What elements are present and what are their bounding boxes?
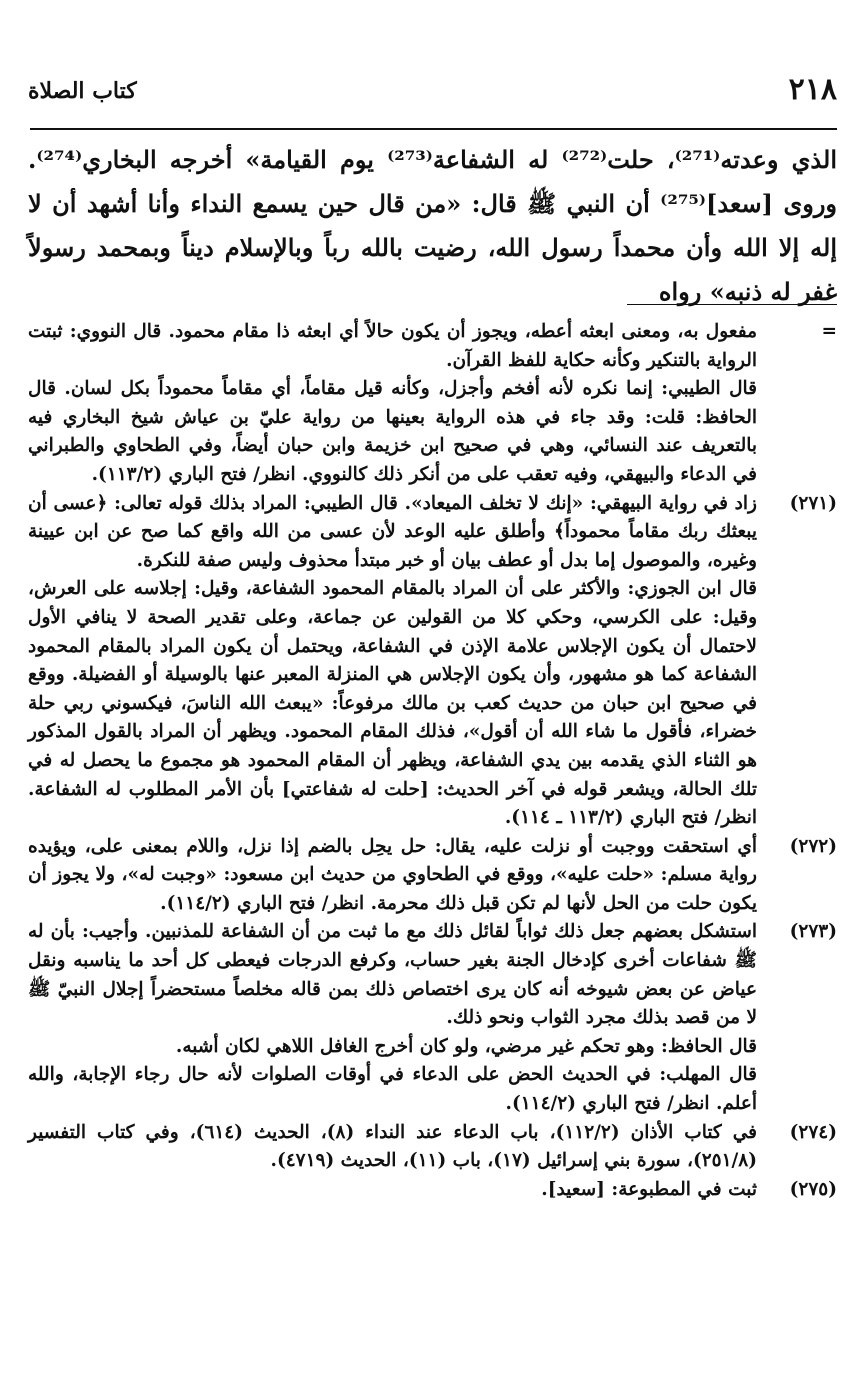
footnote-number: (٢٧٤) — [789, 1121, 837, 1143]
footnote-number: (٢٧١) — [789, 492, 837, 514]
footnote-paragraph: ثبت في المطبوعة: [سعيد]. — [541, 1178, 757, 1200]
footnote-number: = — [821, 321, 837, 342]
footnote — [28, 318, 837, 490]
footnote-number: (٢٧٢) — [789, 835, 837, 857]
footnote-paragraph: أي استحقت ووجبت أو نزلت عليه، يقال: حل يحِل بالضم إذا نزل، واللام بمعنى على، ويؤيده رواية مسلم: «حلت عليه»، ووقع في الطحاوي من حديث ابن مسعود: «وجبت له»، ولا يجوز أن يكون حلت من الحل لأنها لم تكن قبل ذلك محرمة. انظر/ فتح الباري (١١٤/٢). — [28, 835, 757, 914]
book-title: كتاب الصلاة — [28, 78, 137, 104]
footnote-paragraph: قال الطيبي: إنما نكره لأنه أفخم وأجزل، وكأنه قيل مقاماً، أي مقاماً محموداً بكل لسان. قال الحافظ: قلت: وقد جاء في هذه الرواية بعينها من رواية عليّ بن عياش شيخ البخاري فيه بالتعريف عند النسائي، وهي في صحيح ابن خزيمة وابن حبان أيضاً، وفي الطحاوي والطبراني في الدعاء والبيهقي، وفيه تعقب على من أنكر ذلك كالنووي. انظر/ فتح الباري (١١٣/٢). — [28, 378, 757, 485]
footnote-separator — [627, 304, 837, 305]
footnote-number: (٢٧٥) — [789, 1178, 837, 1200]
footnote-paragraph: استشكل بعضهم جعل ذلك ثواباً لقائل ذلك مع ما ثبت من أن الشفاعة للمذنبين. وأجيب: بأن له ﷺ شفاعات أخرى كإدخال الجنة بغير حساب، وكرفع الدرجات فيعطى كل أحد ما يناسبه ونقل عياض عن بعض شيوخه أنه كان يرى اختصاص ذلك بمن قاله مخلصاً مستحضراً إجلال النبيّ ﷺ لا من قصد بذلك مجرد الثواب ونحو ذلك. — [28, 921, 757, 1029]
footnote — [28, 1176, 837, 1205]
footnotes — [28, 318, 837, 1204]
footnote-paragraph: قال المهلب: في الحديث الحض على الدعاء في أوقات الصلوات لأنه حال رجاء الإجابة، والله أعلم. انظر/ فتح الباري (١١٤/٢). — [28, 1064, 757, 1115]
footnote — [28, 833, 837, 919]
page-number: ٢١٨ — [788, 72, 837, 107]
footnote — [28, 918, 837, 1118]
footnote-paragraph: مفعول به، ومعنى ابعثه أعطه، ويجوز أن يكون حالاً أي ابعثه ذا مقام محمود. قال النووي: ثبتت الرواية بالتنكير وكأنه حكاية للفظ القرآن. — [28, 321, 757, 371]
main-text — [28, 138, 837, 314]
header-rule — [30, 128, 837, 130]
footnote-paragraph: في كتاب الأذان (١١٢/٢)، باب الدعاء عند النداء (٨)، الحديث (٦١٤)، وفي كتاب التفسير (٢٥١/٨)، سورة بني إسرائيل (١٧)، باب (١١)، الحديث (٤٧١٩). — [28, 1121, 758, 1172]
footnote — [28, 1119, 837, 1176]
footnote-paragraph: زاد في رواية البيهقي: «إنك لا تخلف الميعاد». قال الطيبي: المراد بذلك قوله تعالى: ﴿عسى أن يبعثك ربك مقاماً محموداً﴾ وأطلق عليه الوعد لأن عسى من الله واقع كما صح عن ابن عيينة وغيره، والموصول إما بدل أو عطف بيان أو خبر مبتدأ محذوف وليس صفة للنكرة. — [28, 492, 757, 571]
footnote-paragraph: قال الحافظ: وهو تحكم غير مرضي، ولو كان أخرج الغافل اللاهي لكان أشبه. — [175, 1035, 757, 1057]
footnote-number: (٢٧٣) — [789, 921, 837, 943]
page-header — [28, 64, 837, 124]
footnote-paragraph: قال ابن الجوزي: والأكثر على أن المراد بالمقام المحمود الشفاعة، وقيل: إجلاسه على العرش، وقيل: على الكرسي، وحكي كلا من القولين عن جماعة، وعلى تقدير الصحة لا ينافي الأول لاحتمال أن يكون الإجلاس علامة الإذن في الشفاعة، ويحتمل أن يكون المراد بالمقام المحمود الشفاعة كما هو مشهور، وأن يكون الإجلاس هي المنزلة المعبر عنها بالوسيلة أو الفضيلة. ووقع في صحيح ابن حبان من حديث كعب بن مالك مرفوعاً: «يبعث الله الناسَ، فيكسوني ربي حلة خضراء، فأقول ما شاء الله أن أقول»، فذلك المقام المحمود. ويظهر أن المراد بالقول المذكور هو الثناء الذي يقدمه بين يدي الشفاعة، ويظهر أن المقام المحمود هو مجموع ما يحصل له في تلك الحالة، ويشعر قوله في آخر الحديث: [حلت له شفاعتي] بأن الأمر المطلوب له الشفاعة. انظر/ فتح الباري (١١٣/٢ ـ ١١٤). — [28, 578, 757, 829]
body-paragraph: الذي وعدته⁽²⁷¹⁾، حلت⁽²⁷²⁾ له الشفاعة⁽²⁷³⁾ يوم القيامة» أخرجه البخاري⁽²⁷⁴⁾. وروى [سعد]⁽²⁷⁵⁾ أن النبي ﷺ قال: «من قال حين يسمع النداء وأنا أشهد أن لا إله إلا الله وأن محمداً رسول الله، رضيت بالله رباً وبالإسلام ديناً وبمحمد رسولاً غفر له ذنبه» رواه — [28, 145, 837, 306]
footnote — [28, 490, 837, 833]
